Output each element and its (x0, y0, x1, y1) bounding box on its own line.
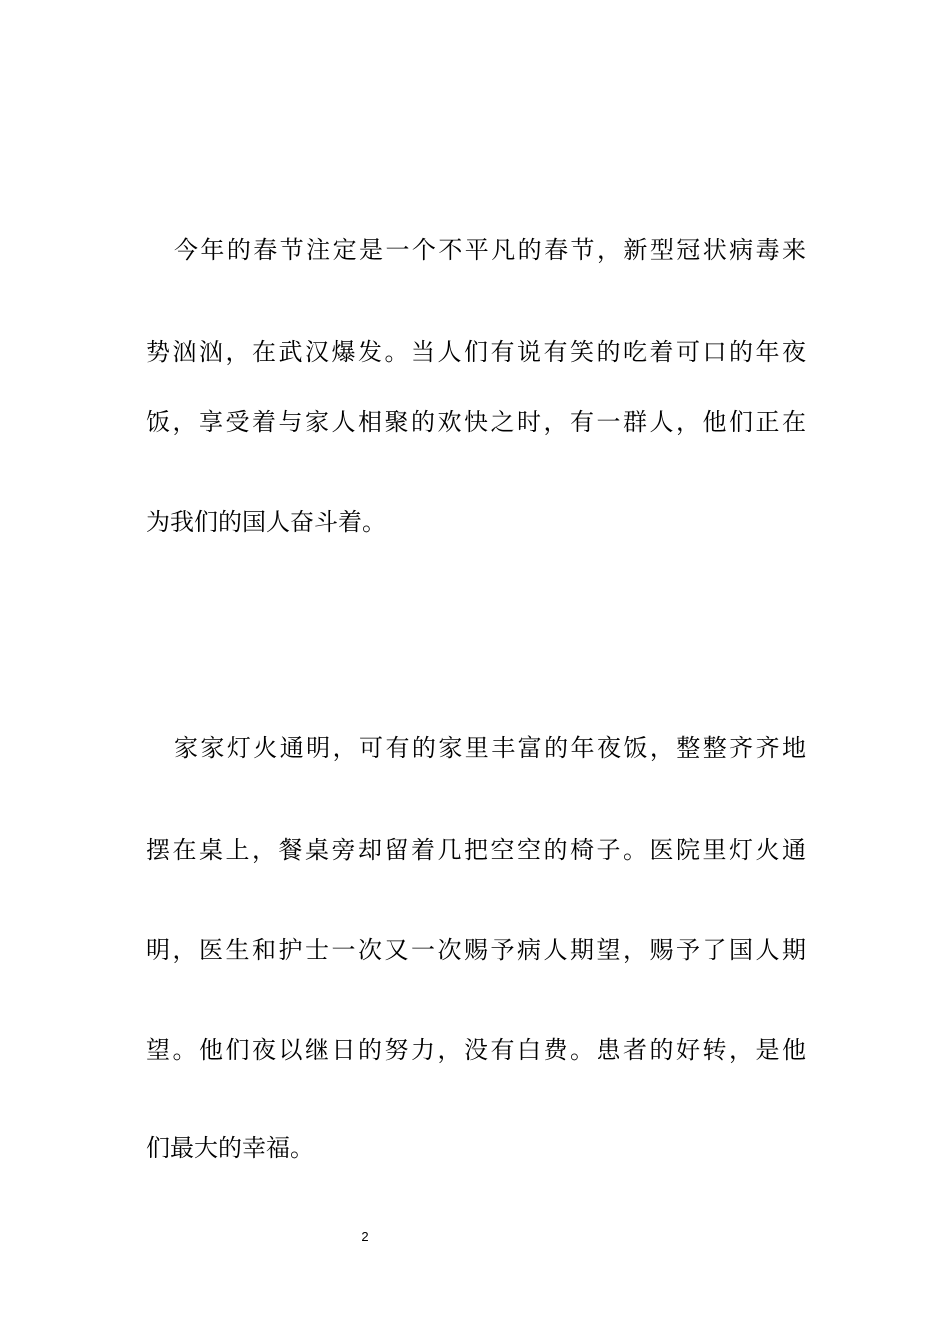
paragraph-line: 家家灯火通明，可有的家里丰富的年夜饭，整整齐齐地 (174, 734, 806, 762)
paragraph-line: 摆在桌上，餐桌旁却留着几把空空的椅子。医院里灯火通 (146, 836, 806, 864)
paragraph-line: 为我们的国人奋斗着。 (146, 508, 386, 536)
paragraph-line: 明，医生和护士一次又一次赐予病人期望，赐予了国人期 (146, 936, 806, 964)
paragraph-line: 饭，享受着与家人相聚的欢快之时，有一群人，他们正在 (146, 408, 806, 436)
paragraph-line: 势汹汹，在武汉爆发。当人们有说有笑的吃着可口的年夜 (146, 338, 806, 366)
paragraph-line: 今年的春节注定是一个不平凡的春节，新型冠状病毒来 (174, 236, 806, 264)
paragraph-line: 望。他们夜以继日的努力，没有白费。患者的好转，是他 (146, 1036, 806, 1064)
page-number: 2 (361, 1229, 369, 1244)
paragraph-line: 们最大的幸福。 (146, 1134, 314, 1162)
